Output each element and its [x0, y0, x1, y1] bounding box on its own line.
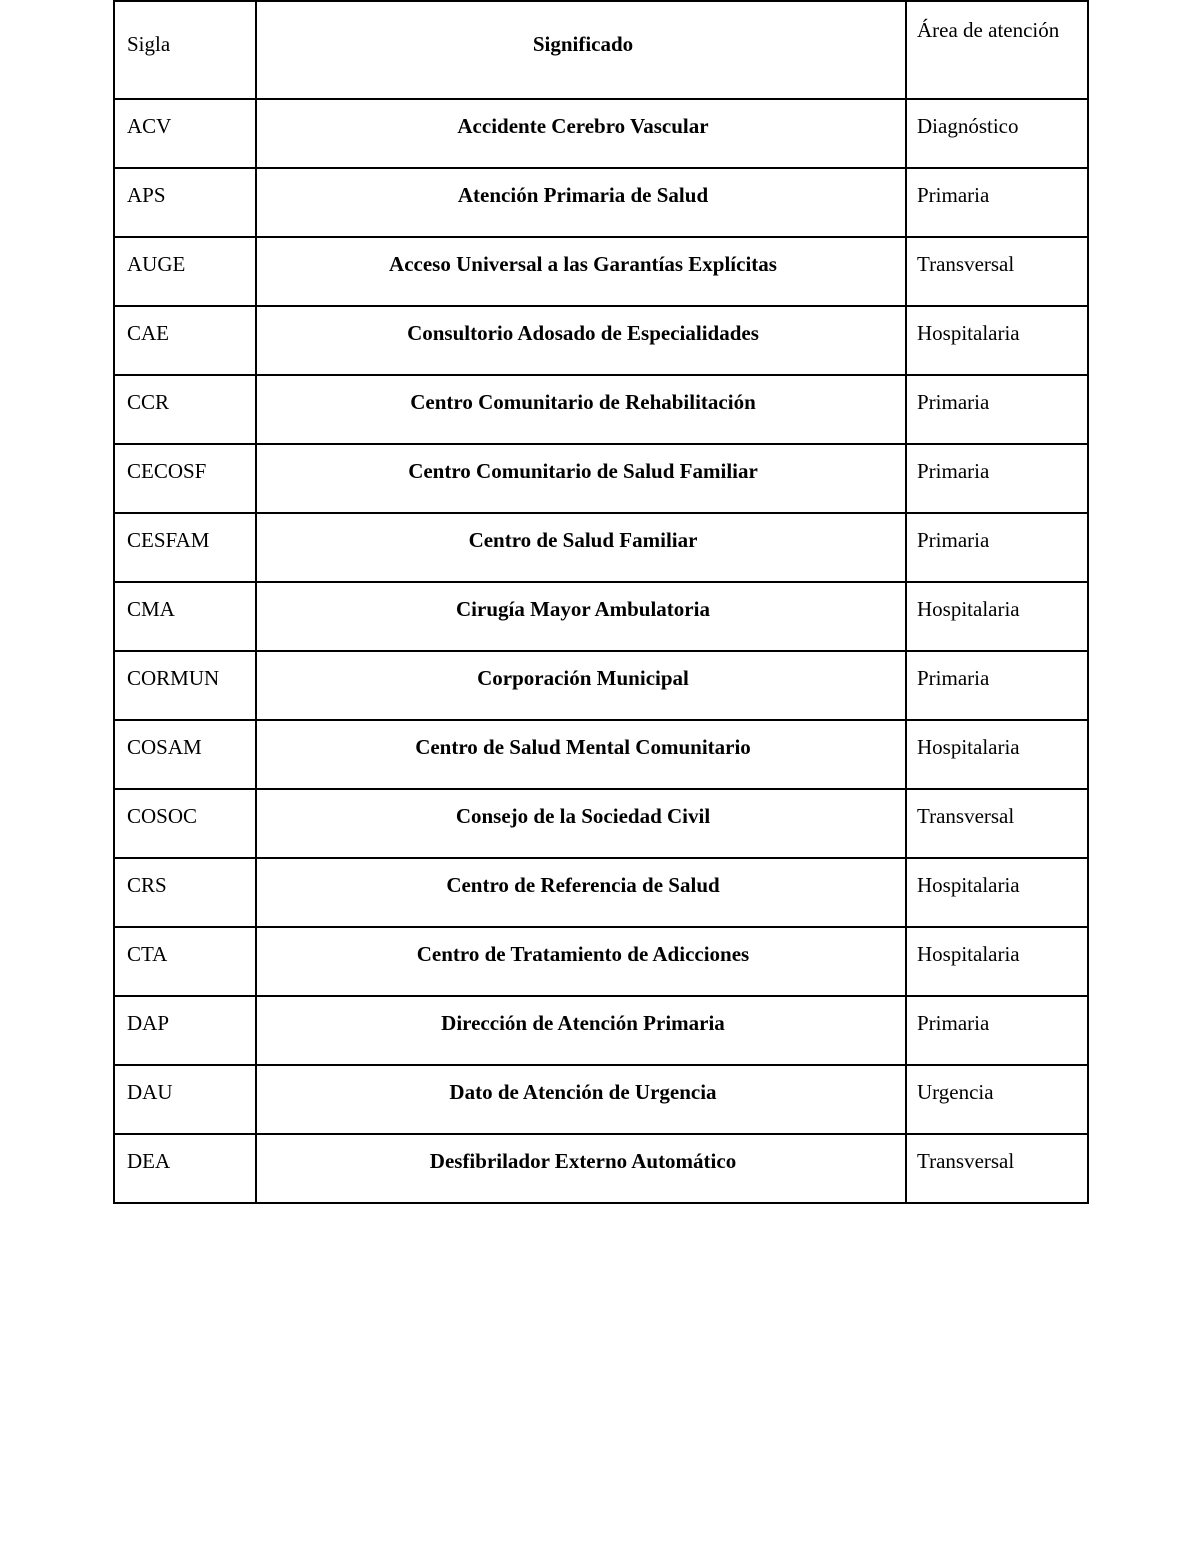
table-row	[114, 237, 1088, 306]
cell-significado: Centro Comunitario de Rehabilitación	[256, 375, 906, 444]
cell-sigla: COSAM	[114, 720, 256, 789]
table-row	[114, 1065, 1088, 1134]
cell-significado: Consultorio Adosado de Especialidades	[256, 306, 906, 375]
cell-area: Hospitalaria	[906, 582, 1088, 651]
header-row	[114, 1, 1088, 99]
cell-area: Transversal	[906, 1134, 1088, 1203]
cell-sigla: AUGE	[114, 237, 256, 306]
table-row	[114, 996, 1088, 1065]
table-row	[114, 306, 1088, 375]
cell-area: Primaria	[906, 651, 1088, 720]
table-row	[114, 720, 1088, 789]
cell-sigla: CESFAM	[114, 513, 256, 582]
cell-sigla: CAE	[114, 306, 256, 375]
table-row	[114, 99, 1088, 168]
header-sigla: Sigla	[114, 1, 256, 99]
cell-area: Primaria	[906, 513, 1088, 582]
table-row	[114, 651, 1088, 720]
cell-significado: Centro Comunitario de Salud Familiar	[256, 444, 906, 513]
table-body	[114, 99, 1088, 1203]
cell-area: Hospitalaria	[906, 927, 1088, 996]
cell-significado: Centro de Tratamiento de Adicciones	[256, 927, 906, 996]
table-row	[114, 444, 1088, 513]
table-row	[114, 789, 1088, 858]
table-row	[114, 582, 1088, 651]
cell-sigla: CMA	[114, 582, 256, 651]
cell-significado: Consejo de la Sociedad Civil	[256, 789, 906, 858]
cell-significado: Accidente Cerebro Vascular	[256, 99, 906, 168]
cell-sigla: APS	[114, 168, 256, 237]
header-significado: Significado	[256, 1, 906, 99]
cell-area: Hospitalaria	[906, 306, 1088, 375]
cell-area: Hospitalaria	[906, 720, 1088, 789]
cell-area: Primaria	[906, 375, 1088, 444]
cell-sigla: DAP	[114, 996, 256, 1065]
cell-sigla: ACV	[114, 99, 256, 168]
cell-sigla: DEA	[114, 1134, 256, 1203]
table-row	[114, 1134, 1088, 1203]
cell-area: Urgencia	[906, 1065, 1088, 1134]
cell-area: Primaria	[906, 996, 1088, 1065]
cell-significado: Corporación Municipal	[256, 651, 906, 720]
table-row	[114, 168, 1088, 237]
cell-area: Primaria	[906, 444, 1088, 513]
cell-sigla: DAU	[114, 1065, 256, 1134]
cell-area: Transversal	[906, 237, 1088, 306]
cell-significado: Atención Primaria de Salud	[256, 168, 906, 237]
cell-significado: Dirección de Atención Primaria	[256, 996, 906, 1065]
cell-significado: Dato de Atención de Urgencia	[256, 1065, 906, 1134]
cell-significado: Cirugía Mayor Ambulatoria	[256, 582, 906, 651]
cell-area: Hospitalaria	[906, 858, 1088, 927]
cell-sigla: CTA	[114, 927, 256, 996]
cell-sigla: COSOC	[114, 789, 256, 858]
cell-area: Primaria	[906, 168, 1088, 237]
table-row	[114, 927, 1088, 996]
cell-area: Diagnóstico	[906, 99, 1088, 168]
cell-sigla: CECOSF	[114, 444, 256, 513]
cell-sigla: CRS	[114, 858, 256, 927]
cell-significado: Centro de Salud Familiar	[256, 513, 906, 582]
cell-sigla: CCR	[114, 375, 256, 444]
cell-significado: Centro de Referencia de Salud	[256, 858, 906, 927]
cell-significado: Acceso Universal a las Garantías Explícitas	[256, 237, 906, 306]
acronyms-table	[113, 0, 1089, 1204]
cell-significado: Centro de Salud Mental Comunitario	[256, 720, 906, 789]
header-area: Área de atención	[906, 1, 1088, 99]
cell-area: Transversal	[906, 789, 1088, 858]
table-row	[114, 858, 1088, 927]
table-row	[114, 513, 1088, 582]
table-header	[114, 1, 1088, 99]
cell-significado: Desfibrilador Externo Automático	[256, 1134, 906, 1203]
table-row	[114, 375, 1088, 444]
cell-sigla: CORMUN	[114, 651, 256, 720]
